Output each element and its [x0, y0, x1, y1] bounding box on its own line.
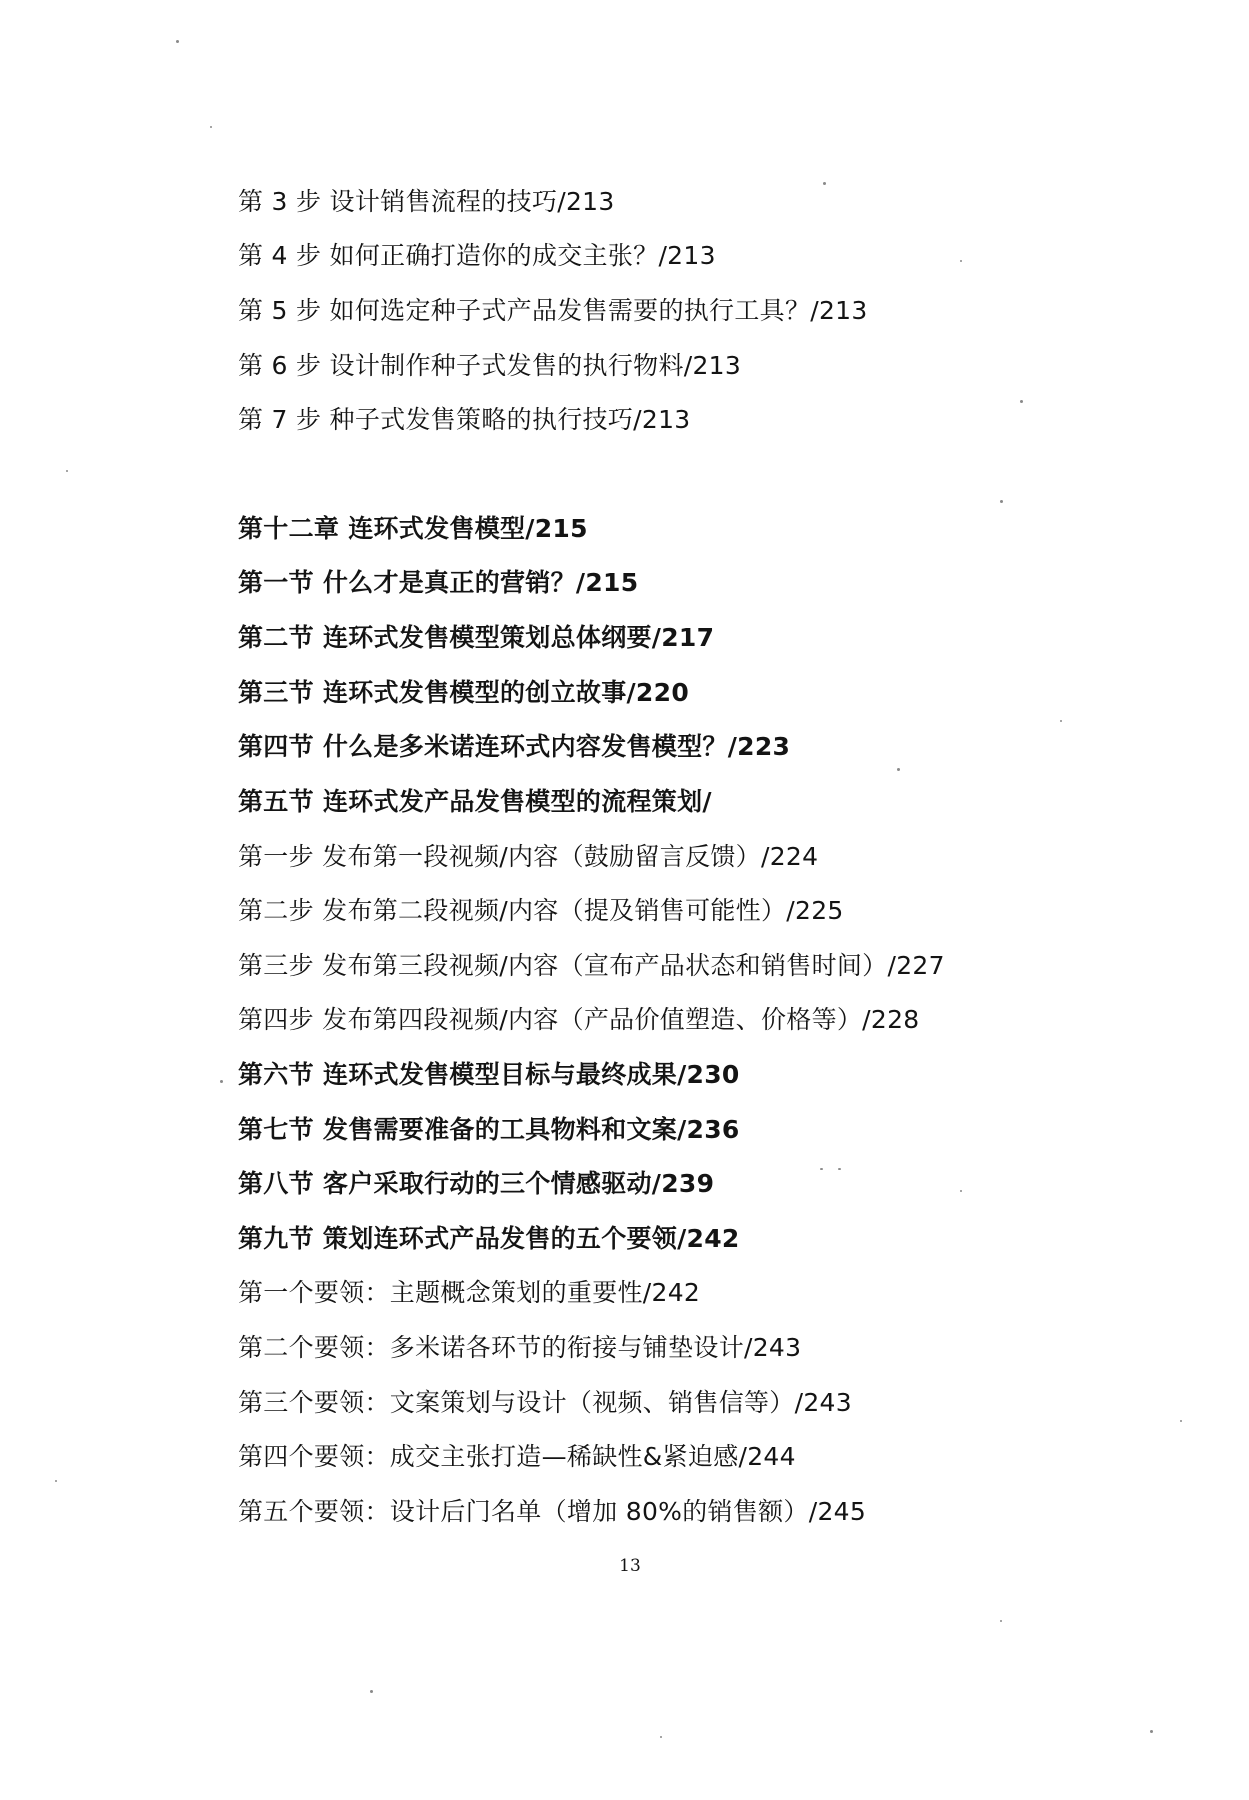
toc-essential-3: 第三个要领：文案策划与设计（视频、销售信等）/243 — [238, 1388, 852, 1417]
scan-speck — [66, 470, 68, 472]
toc-step-one: 第一步 发布第一段视频/内容（鼓励留言反馈）/224 — [238, 842, 819, 871]
toc-essential-5: 第五个要领：设计后门名单（增加 80%的销售额）/245 — [238, 1497, 867, 1526]
toc-step-6: 第 6 步 设计制作种子式发售的执行物料/213 — [238, 351, 742, 380]
toc-section-9: 第九节 策划连环式产品发售的五个要领/242 — [238, 1224, 740, 1253]
toc-section-2: 第二节 连环式发售模型策划总体纲要/217 — [238, 623, 715, 652]
scan-speck — [838, 1168, 841, 1170]
scan-speck — [210, 126, 212, 128]
scan-speck — [1000, 500, 1003, 503]
scan-speck — [660, 1736, 662, 1738]
toc-step-three: 第三步 发布第三段视频/内容（宣布产品状态和销售时间）/227 — [238, 951, 945, 980]
toc-chapter-12: 第十二章 连环式发售模型/215 — [238, 514, 588, 543]
scan-speck — [1000, 1620, 1002, 1622]
toc-essential-1: 第一个要领：主题概念策划的重要性/242 — [238, 1278, 701, 1307]
scan-speck — [960, 1190, 962, 1192]
toc-section-7: 第七节 发售需要准备的工具物料和文案/236 — [238, 1115, 740, 1144]
toc-step-four: 第四步 发布第四段视频/内容（产品价值塑造、价格等）/228 — [238, 1005, 920, 1034]
toc-section-4: 第四节 什么是多米诺连环式内容发售模型？/223 — [238, 732, 791, 761]
scan-speck — [897, 768, 900, 771]
scan-speck — [370, 1690, 373, 1693]
toc-section-1: 第一节 什么才是真正的营销？/215 — [238, 568, 639, 597]
scan-speck — [55, 1480, 57, 1482]
scan-speck — [176, 40, 179, 43]
scan-speck — [960, 260, 962, 262]
toc-step-two: 第二步 发布第二段视频/内容（提及销售可能性）/225 — [238, 896, 844, 925]
scan-speck — [820, 1168, 823, 1170]
toc-step-7: 第 7 步 种子式发售策略的执行技巧/213 — [238, 405, 691, 434]
toc-section-5: 第五节 连环式发产品发售模型的流程策划/ — [238, 787, 712, 816]
toc-section-3: 第三节 连环式发售模型的创立故事/220 — [238, 678, 690, 707]
toc-essential-4: 第四个要领：成交主张打造—稀缺性&紧迫感/244 — [238, 1442, 796, 1471]
scan-speck — [1060, 720, 1062, 722]
scan-speck — [1020, 400, 1023, 403]
page-number: 13 — [619, 1556, 641, 1576]
toc-essential-2: 第二个要领：多米诺各环节的衔接与铺垫设计/243 — [238, 1333, 802, 1362]
scan-speck — [1180, 1420, 1182, 1422]
toc-section-6: 第六节 连环式发售模型目标与最终成果/230 — [238, 1060, 740, 1089]
toc-step-5: 第 5 步 如何选定种子式产品发售需要的执行工具？/213 — [238, 296, 868, 325]
toc-section-8: 第八节 客户采取行动的三个情感驱动/239 — [238, 1169, 715, 1198]
scan-speck — [1150, 1730, 1153, 1733]
toc-step-3: 第 3 步 设计销售流程的技巧/213 — [238, 187, 615, 216]
scan-speck — [220, 1080, 223, 1083]
toc-step-4: 第 4 步 如何正确打造你的成交主张？/213 — [238, 241, 716, 270]
scan-speck — [823, 182, 826, 185]
